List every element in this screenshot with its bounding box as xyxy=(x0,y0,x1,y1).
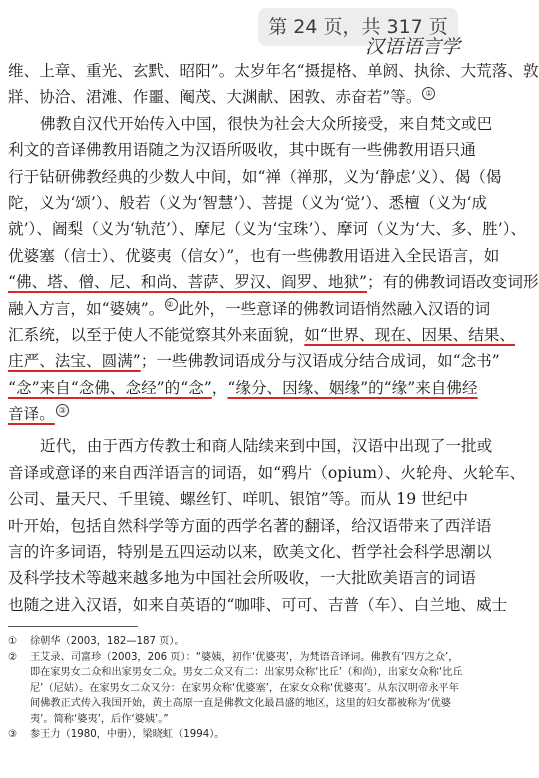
text-line: 公司、量天尺、千里镜、螺丝钉、咩叽、银馆”等。而从 19 世纪中 xyxy=(8,490,468,509)
text-line: 庄严、法宝、圆满”；一些佛教词语成分与汉语成分结合成词，如“念书” xyxy=(8,352,500,371)
footnote xyxy=(8,634,464,650)
underlined-span: 如“世界、现在、因果、结果、 xyxy=(304,325,515,344)
underlined-span: 音译。 xyxy=(8,405,55,424)
underlined-span: 庄严、法宝、圆满” xyxy=(8,352,141,371)
text-line: 及科学技术等越来越多地为中国社会所吸收，一大批欧美语言的词语 xyxy=(8,569,476,588)
text-line: “念”来自“念佛、念经”的“念”，“缘分、因缘、姻缘”的“缘”来自佛经 xyxy=(8,378,478,397)
underlined-span: “念”来自“念佛、念经”的“念” xyxy=(8,378,212,397)
footnote-text: 参王力（1980，中册），梁晓虹（1994）。 xyxy=(30,729,225,740)
paragraph-2 xyxy=(8,111,539,428)
text-line: 维、上章、重光、玄黓、昭阳”。太岁年名“摄提格、单阏、执徐、大荒落、敦 xyxy=(8,62,539,80)
footnote-number: ① xyxy=(8,636,18,647)
footnote xyxy=(8,650,464,728)
text-line: 音译或意译的来自西洋语言的词语，如“鸦片（opium）、火轮舟、火轮车、 xyxy=(8,463,526,482)
footnote-divider xyxy=(8,626,138,627)
text-line: 言的许多词语，特别是五四运动以来，欧美文化、哲学社会科学思潮以 xyxy=(8,543,492,562)
paragraph-3 xyxy=(8,433,526,618)
underlined-span: “佛、塔、僧、尼、和尚、菩萨、罗汉、阎罗、地狱” xyxy=(8,273,368,292)
footnote-ref[interactable]: ② xyxy=(165,298,178,311)
footnote-ref[interactable]: ① xyxy=(422,87,435,100)
text-line: 汇系统，以至于使人不能觉察其外来面貌，如“世界、现在、因果、结果、 xyxy=(8,325,515,344)
text-line: 就’）、阇梨（义为‘轨范’）、摩尼（义为‘宝珠’）、摩诃（义为‘大、多、胜’）、 xyxy=(8,220,527,239)
footnote-text: 王艾录、司富珍（2003，206 页）：“婆姨，初作‘优婆夷’，为梵语音译词。佛教有‘四方之众’，即在家男女二众和出家男女二众。男女二众又有二：出家男众称‘比丘’（和尚），出家女众称‘比丘尼’（尼姑）。在家男女二众又分：在家男众称‘优婆塞’，在家女众称‘优婆夷’。从东汉明帝永平年间佛教正式传入我国开始，黄土高原一直是佛教文化最昌盛的地区，这里的妇女都被称为‘优婆夷’。简称‘婆夷’，后作‘婆姨’。” xyxy=(30,651,463,725)
text-line: 陀，义为‘颂’）、般若（义为‘智慧’）、菩提（义为‘觉’）、悉檀（义为‘成 xyxy=(8,193,488,212)
text-line: 叶开始，包括自然科学等方面的西学名著的翻译，给汉语带来了西洋语 xyxy=(8,516,492,535)
page-indicator: 第 24 页，共 317 页 xyxy=(258,8,458,46)
text-line: 佛教自汉代开始传入中国，很快为社会大众所接受，来自梵文或巴 xyxy=(40,114,493,133)
footnote-text: 徐朝华（2003，182—187 页）。 xyxy=(30,636,185,647)
footnotes xyxy=(8,634,464,743)
footnote xyxy=(8,727,464,743)
footnote-ref[interactable]: ③ xyxy=(56,404,69,417)
text-line xyxy=(8,401,468,427)
text-line: 近代，由于西方传教士和商人陆续来到中国，汉语中出现了一批或 xyxy=(40,437,493,456)
footnote-number: ③ xyxy=(8,729,18,740)
running-head: 汉语语言学 xyxy=(364,36,460,58)
text-line: 优婆塞（信士）、优婆夷（信女）”，也有一些佛教用语进入全民语言，如 xyxy=(8,246,500,265)
paragraph-1 xyxy=(8,58,539,111)
text-line: 行于钻研佛教经典的少数人中间，如“禅（禅那，义为‘静虑’义）、偈（偈 xyxy=(8,167,502,186)
page-body xyxy=(8,58,539,618)
underlined-span: “缘分、因缘、姻缘”的“缘”来自佛经 xyxy=(227,378,478,397)
footnote-number: ② xyxy=(8,651,18,663)
text-line: 牂、协洽、涒滩、作噩、阉茂、大渊献、困敦、赤奋若”等。 ① xyxy=(8,84,468,110)
text-line: 利文的音译佛教用语随之为汉语所吸收，其中既有一些佛教用语只通 xyxy=(8,141,476,160)
text-line: 融入方言，如“婆姨”。 ② 此外，一些意译的佛教词语悄然融入汉语的词 xyxy=(8,299,491,318)
text-line: “佛、塔、僧、尼、和尚、菩萨、罗汉、阎罗、地狱”；有的佛教词语改变词形 xyxy=(8,273,539,292)
text-line: 也随之进入汉语，如来自英语的“咖啡、可可、吉普（车）、白兰地、威士 xyxy=(8,595,508,614)
